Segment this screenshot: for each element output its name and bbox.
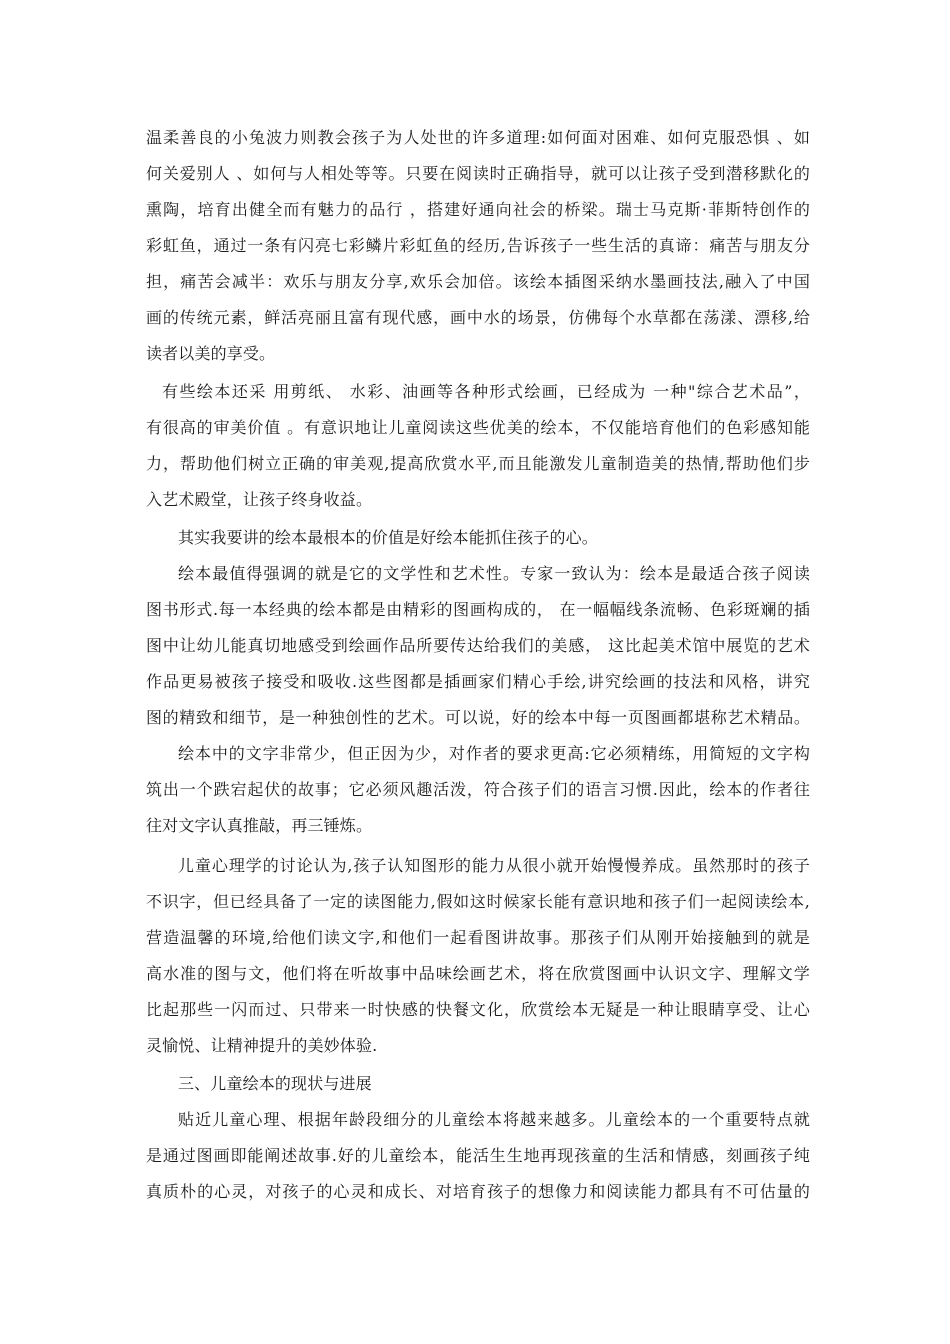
text-line: 入艺术殿堂，让孩子终身收益。 — [146, 490, 373, 509]
paragraph-first-line: 绘本最值得强调的就是它的文学性和艺术性。专家一致认为：绘本是最适合孩子阅读 — [178, 564, 810, 583]
text-line: 作品更易被孩子接受和吸收.这些图都是插画家们精心手绘,讲究绘画的技法和风格，讲究 — [146, 672, 810, 691]
text-line: 高水准的图与文，他们将在听故事中品味绘画艺术，将在欣赏图画中认识文字、理解文学 — [146, 964, 810, 983]
text-line: 灵愉悦、让精神提升的美妙体验. — [146, 1036, 378, 1055]
text-line: 有很高的审美价值 。有意识地让儿童阅读这些优美的绘本，不仅能培育他们的色彩感知能 — [146, 418, 810, 437]
text-line: 何关爱别人 、如何与人相处等等。只要在阅读时正确指导，就可以让孩子受到潜移默化的 — [146, 164, 810, 183]
text-line: 比起那些一闪而过、只带来一时快感的快餐文化，欣赏绘本无疑是一种让眼睛享受、让心 — [146, 1000, 810, 1019]
paragraph-first-line: 儿童心理学的讨论认为,孩子认知图形的能力从很小就开始慢慢养成。虽然那时的孩子 — [178, 856, 810, 875]
paragraph-first-line: 绘本中的文字非常少，但正因为少，对作者的要求更高:它必须精练，用简短的文字构 — [178, 744, 810, 763]
text-line: 熏陶，培育出健全而有魅力的品行 ，搭建好通向社会的桥梁。瑞士马克斯·菲斯特创作的 — [146, 200, 810, 219]
text-line: 图的精致和细节，是一种独创性的艺术。可以说，好的绘本中每一页图画都堪称艺术精品。 — [146, 708, 810, 727]
text-line: 力，帮助他们树立正确的审美观,提高欣赏水平,而且能激发儿童制造美的热情,帮助他们步 — [146, 454, 810, 473]
section-heading: 三、儿童绘本的现状与进展 — [178, 1074, 372, 1093]
text-line: 读者以美的享受。 — [146, 344, 276, 363]
text-line: 温柔善良的小兔波力则教会孩子为人处世的许多道理:如何面对困难、如何克服恐惧 、如 — [146, 128, 810, 147]
paragraph-first-line: 其实我要讲的绘本最根本的价值是好绘本能抓住孩子的心。 — [178, 528, 598, 547]
text-line: 画的传统元素，鲜活亮丽且富有现代感，画中水的场景，仿佛每个水草都在荡漾、漂移,给 — [146, 308, 810, 327]
paragraph-first-line: 贴近儿童心理、根据年龄段细分的儿童绘本将越来越多。儿童绘本的一个重要特点就 — [178, 1110, 810, 1129]
text-line: 彩虹鱼，通过一条有闪亮七彩鳞片彩虹鱼的经历,告诉孩子一些生活的真谛：痛苦与朋友分 — [146, 236, 810, 255]
text-line: 图中让幼儿能真切地感受到绘画作品所要传达给我们的美感， 这比起美术馆中展览的艺术 — [146, 636, 810, 655]
text-line: 是通过图画即能阐述故事.好的儿童绘本，能活生生地再现孩童的生活和情感，刻画孩子纯 — [146, 1146, 810, 1165]
text-line: 担，痛苦会减半：欢乐与朋友分享,欢乐会加倍。该绘本插图采纳水墨画技法,融入了中国 — [146, 272, 810, 291]
text-line: 不识字，但已经具备了一定的读图能力,假如这时候家长能有意识地和孩子们一起阅读绘本, — [146, 892, 810, 911]
text-line: 图书形式.每一本经典的绘本都是由精彩的图画构成的， 在一幅幅线条流畅、色彩斑斓的插 — [146, 600, 810, 619]
text-line: 营造温馨的环境,给他们读文字,和他们一起看图讲故事。那孩子们从刚开始接触到的就是 — [146, 928, 810, 947]
paragraph-first-line: 有些绘本还采 用剪纸、 水彩、油画等各种形式绘画，已经成为 一种"综合艺术品”， — [162, 382, 810, 401]
text-line: 筑出一个跌宕起伏的故事；它必须风趣活泼，符合孩子们的语言习惯.因此，绘本的作者往 — [146, 780, 810, 799]
text-line: 往对文字认真推敲，再三锤炼。 — [146, 816, 373, 835]
text-line: 真质朴的心灵，对孩子的心灵和成长、对培育孩子的想像力和阅读能力都具有不可估量的 — [146, 1182, 810, 1201]
